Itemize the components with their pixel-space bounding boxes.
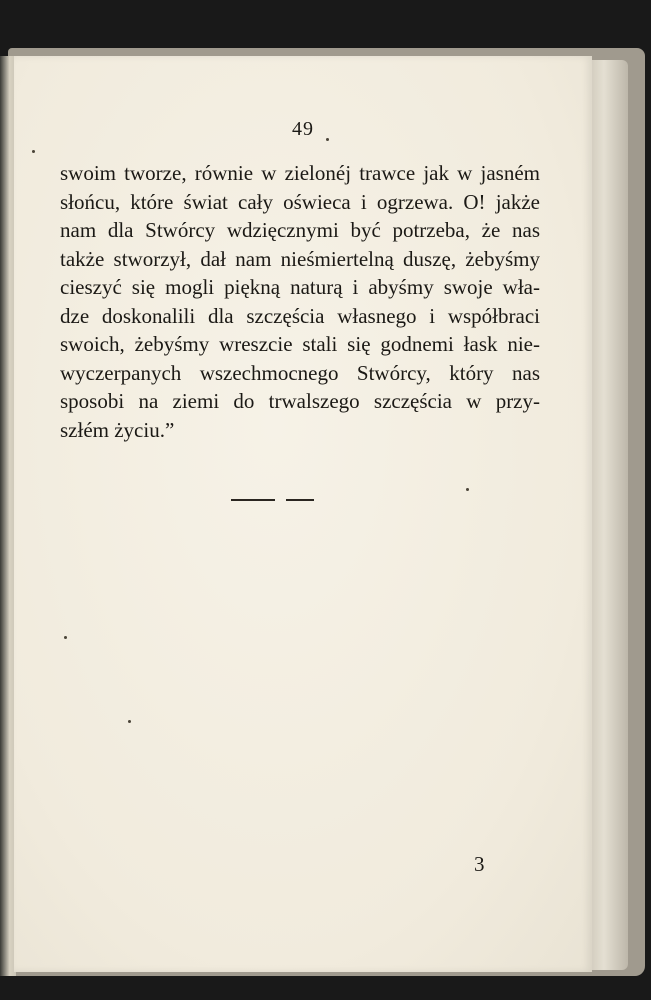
text-line: cieszyć się mogli piękną naturą i abyśmy swoje wła- <box>60 275 540 299</box>
text-line: dze doskonalili dla szczęścia własnego i współbraci <box>60 303 540 328</box>
text-line: swoim tworze, równie w zielonéj trawce jak w jasném <box>60 161 540 185</box>
section-divider <box>286 499 314 501</box>
text-line: także stworzył, dał nam nieśmiertelną duszę, żebyśmy <box>60 246 540 271</box>
signature-mark: 3 <box>474 852 485 876</box>
text-line: swoich, żebyśmy wreszcie stali się godnemi łask nie- <box>60 332 540 356</box>
section-divider <box>231 499 275 501</box>
page-edges <box>588 60 628 970</box>
text-line: wyczerpanych wszechmocnego Stwórcy, który nas <box>60 360 540 385</box>
text-line: słońcu, które świat cały oświeca i ogrzewa. O! jakże <box>60 189 540 214</box>
paper-speck <box>326 138 329 141</box>
text-line: sposobi na ziemi do trwalszego szczęścia w przy- <box>60 389 540 413</box>
paper-speck <box>64 636 67 639</box>
paper-speck <box>32 150 35 153</box>
text-line: szłém życiu.” <box>60 417 175 442</box>
paper-speck <box>466 488 469 491</box>
body-text <box>60 159 540 444</box>
paper-speck <box>128 720 131 723</box>
page-number: 49 <box>292 118 314 140</box>
text-line: nam dla Stwórcy wdzięcznymi być potrzeba, że nas <box>60 218 540 242</box>
book-page <box>14 56 592 972</box>
